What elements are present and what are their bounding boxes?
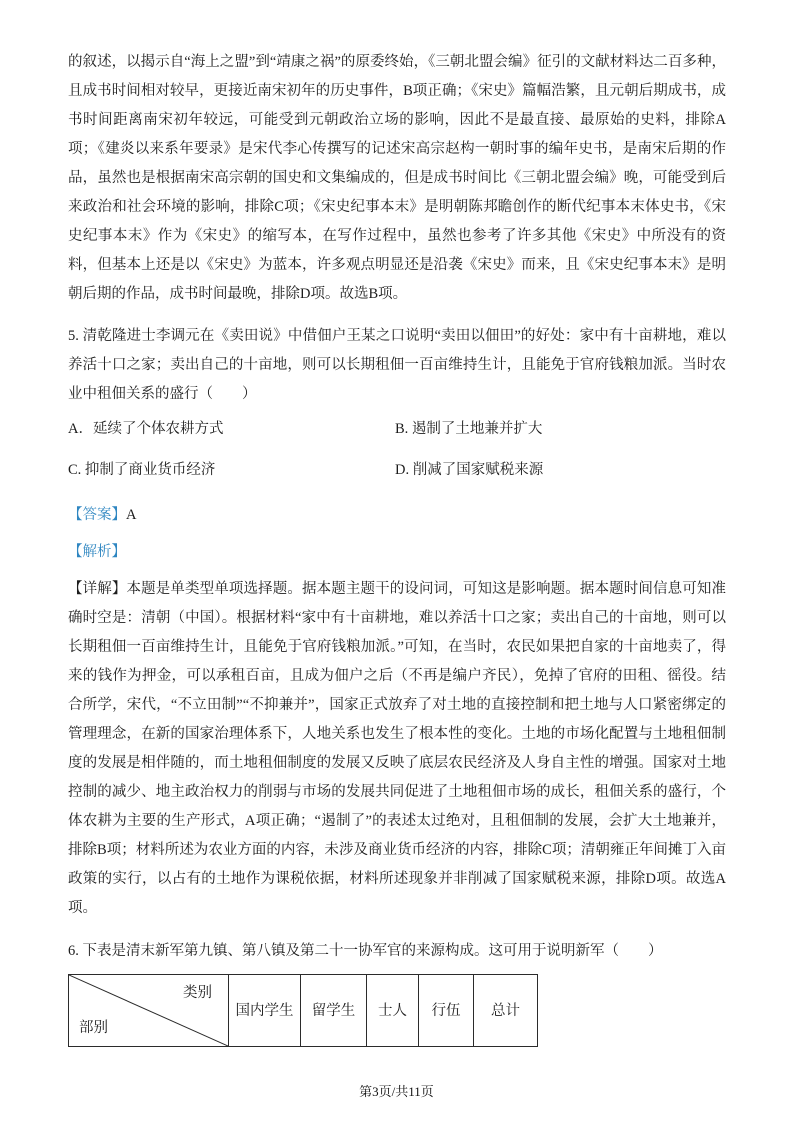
col-header-overseas-students: 留学生 — [301, 975, 367, 1047]
document-content — [68, 48, 726, 1047]
page-footer: 第3页/共11页 — [359, 1084, 434, 1099]
question-5-options — [68, 415, 726, 485]
option-b: B. 遏制了土地兼并扩大 — [395, 421, 543, 437]
corner-label-category: 类别 — [183, 985, 212, 1001]
col-header-total: 总计 — [474, 975, 538, 1047]
corner-label-unit: 部别 — [79, 1020, 108, 1036]
option-row-ab — [68, 415, 726, 444]
question-6-stem: 6. 下表是清末新军第九镇、第八镇及第二十一协军官的来源构成。这可用于说明新军（ ） — [68, 943, 663, 959]
option-c: C. 抑制了商业货币经济 — [68, 462, 216, 478]
analysis-line — [68, 538, 726, 567]
table-corner-cell — [69, 975, 229, 1047]
col-header-rank-and-file: 行伍 — [419, 975, 474, 1047]
option-row-cd — [68, 456, 726, 485]
analysis-label: 【解析】 — [68, 544, 126, 560]
col-header-scholars: 士人 — [367, 975, 419, 1047]
detail-paragraph: 【详解】本题是单类型单项选择题。据本题主题干的设问词，可知这是影响题。据本题时间信息可知准确时空是：清朝（中国）。根据材料“家中有十亩耕地，难以养活十口之家；卖出自己的十亩地，则可以长期租佃一百亩维持生计，且能免于官府钱粮加派。”可知，在当时，农民如果把自家的十亩地卖了，得来的钱作为押金，可以承租百亩，且成为佃户之后（不再是编户齐民），免掉了官府的田租、徭役。结合所学，宋代，“不立田制”“不抑兼并”，国家正式放弃了对土地的直接控制和把土地与人口紧密绑定的管理理念，在新的国家治理体系下，人地关系也发生了根本性的变化。土地的市场化配置与土地租佃制度的发展是相伴随的，而土地租佃制度的发展又反映了底层农民经济及人身自主性的增强。国家对土地控制的减少、地主政治权力的削弱与市场的发展共同促进了土地租佃市场的成长，租佃关系的盛行，个体农耕为主要的生产形式，A项正确；“遏制了”的表述太过绝对，且租佃制的发展，会扩大土地兼并，排除B项；材料所述为农业方面的内容，未涉及商业货币经济的内容，排除C项；清朝雍正年间摊丁入亩政策的实行，以占有的土地作为课税依据，材料所述现象并非削减了国家赋税来源，排除D项。故选A项。 — [68, 581, 726, 916]
option-d: D. 削减了国家赋税来源 — [395, 462, 544, 478]
option-a: A．延续了个体农耕方式 — [68, 421, 224, 437]
officer-source-table — [68, 974, 538, 1047]
col-header-domestic-students: 国内学生 — [229, 975, 301, 1047]
table-header-row — [69, 975, 538, 1047]
continuation-paragraph: 的叙述，以揭示自“海上之盟”到“靖康之祸”的原委终始，《三朝北盟会编》征引的文献材料达二百多种，且成书时间相对较早，更接近南宋初年的历史事件，B项正确；《宋史》篇幅浩繁，且元朝后期成书，成书时间距离南宋初年较远，可能受到元朝政治立场的影响，因此不是最直接、最原始的史料，排除A项；《建炎以来系年要录》是宋代李心传撰写的记述宋高宗赵构一朝时事的编年史书，是南宋后期的作品，虽然也是根据南宋高宗朝的国史和文集编成的，但是成书时间比《三朝北盟会编》晚，可能受到后来政治和社会环境的影响，排除C项；《宋史纪事本末》是明朝陈邦瞻创作的断代纪事本末体史书，《宋史纪事本末》作为《宋史》的缩写本，在写作过程中，虽然也参考了许多其他《宋史》中所没有的资料，但基本上还是以《宋史》为蓝本，许多观点明显还是沿袭《宋史》而来，且《宋史纪事本末》是明朝后期的作品，成书时间最晚，排除D项。故选B项。 — [68, 54, 726, 302]
answer-label: 【答案】 — [68, 507, 126, 523]
answer-line — [68, 501, 726, 530]
answer-value: A — [126, 507, 137, 523]
question-5-stem: 5. 清乾隆进士李调元在《卖田说》中借佃户王某之口说明“卖田以佃田”的好处：家中有十亩耕地，难以养活十口之家；卖出自己的十亩地，则可以长期租佃一百亩维持生计，且能免于官府钱粮加派。当时农业中租佃关系的盛行（ ） — [68, 328, 726, 402]
